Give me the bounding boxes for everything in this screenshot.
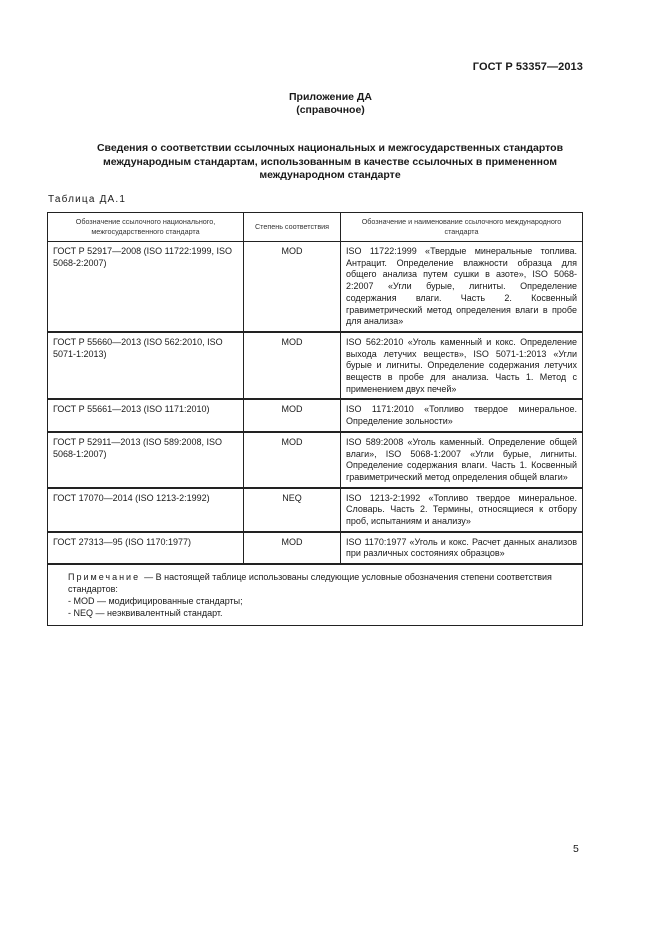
- table-label: Таблица ДА.1: [48, 194, 127, 205]
- section-title: [48, 142, 612, 183]
- section-title-line: международном стандарте: [259, 169, 401, 181]
- cell-national: ГОСТ Р 52917—2008 (ISO 11722:1999, ISO 5068-2:2007): [48, 242, 244, 332]
- cell-international: ISO 11722:1999 «Твердые минеральные топлива. Антрацит. Определение влажности образца для общего анализа путем сушки в азоте», ISO 5068-2:2007 «Угли бурые, лигниты. Определение содержания влаги. Часть 2. Косвенный гравиметрический метод определения влаги в пробе для анализа»: [341, 242, 583, 332]
- note-item-neq: - NEQ — неэквивалентный стандарт.: [68, 608, 223, 619]
- section-title-line: Сведения о соответствии ссылочных национальных и межгосударственных стандартов: [96, 142, 564, 154]
- standards-correspondence-table: [47, 212, 583, 626]
- note-text: — В настоящей таблице использованы следующие условные обозначения степени соответствия стандартов:: [68, 572, 552, 595]
- cell-national: ГОСТ Р 55660—2013 (ISO 562:2010, ISO 5071-1:2013): [48, 332, 244, 400]
- table-note: [48, 564, 583, 626]
- cell-national: ГОСТ Р 55661—2013 (ISO 1171:2010): [48, 399, 244, 431]
- table-row: [48, 488, 583, 532]
- cell-degree: MOD: [244, 432, 341, 488]
- section-title-line: международным стандартам, использованным в качестве ссылочных в примененном: [102, 155, 558, 168]
- column-header-national: Обозначение ссылочного национального, межгосударственного стандарта: [48, 213, 244, 242]
- cell-national: ГОСТ Р 52911—2013 (ISO 589:2008, ISO 5068-1:2007): [48, 432, 244, 488]
- table-row: [48, 532, 583, 564]
- appendix-subtitle: (справочное): [296, 104, 365, 116]
- cell-national: ГОСТ 17070—2014 (ISO 1213-2:1992): [48, 488, 244, 532]
- page-number: 5: [573, 843, 579, 855]
- table-row: [48, 242, 583, 332]
- cell-international: ISO 562:2010 «Уголь каменный и кокс. Определение выхода летучих веществ», ISO 5071-1:2013 «Угли бурые и лигниты. Определение содержания летучих веществ в пробе для анализа. Часть 1. Метод с применением двух печей»: [341, 332, 583, 400]
- cell-national: ГОСТ 27313—95 (ISO 1170:1977): [48, 532, 244, 564]
- cell-international: ISO 1170:1977 «Уголь и кокс. Расчет данных анализов при различных состояниях образцов»: [341, 532, 583, 564]
- column-header-degree: Степень соответствия: [244, 213, 341, 242]
- cell-international: ISO 1171:2010 «Топливо твердое минеральное. Определение зольности»: [341, 399, 583, 431]
- table-header-row: [48, 213, 583, 242]
- table-note-row: [48, 564, 583, 626]
- table-row: [48, 332, 583, 400]
- cell-international: ISO 589:2008 «Уголь каменный. Определение общей влаги», ISO 5068-1:2007 «Угли бурые, лигниты. Определение содержания влаги. Часть 1. Косвенный гравиметрический метод определения общей влаги»: [341, 432, 583, 488]
- note-item-mod: - MOD — модифицированные стандарты;: [68, 596, 243, 607]
- column-header-international: Обозначение и наименование ссылочного международного стандарта: [341, 213, 583, 242]
- table-row: [48, 432, 583, 488]
- cell-degree: MOD: [244, 532, 341, 564]
- cell-international: ISO 1213-2:1992 «Топливо твердое минеральное. Словарь. Часть 2. Термины, относящиеся к отбору проб, испытаниям и анализу»: [341, 488, 583, 532]
- table-row: [48, 399, 583, 431]
- note-label: Примечание: [68, 572, 141, 583]
- document-code: ГОСТ Р 53357—2013: [472, 61, 583, 73]
- cell-degree: MOD: [244, 242, 341, 332]
- cell-degree: NEQ: [244, 488, 341, 532]
- cell-degree: MOD: [244, 399, 341, 431]
- appendix-heading: [0, 91, 661, 117]
- appendix-title: Приложение ДА: [289, 91, 372, 103]
- cell-degree: MOD: [244, 332, 341, 400]
